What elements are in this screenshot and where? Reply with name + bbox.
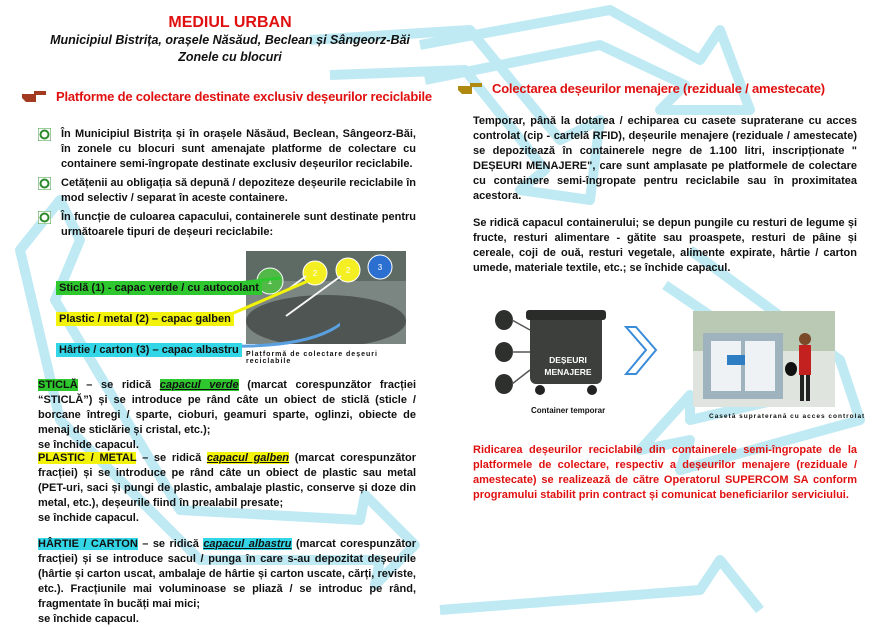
- bin-label-line-1: DEȘEURI: [549, 355, 587, 365]
- photo-number-3: 3: [377, 263, 383, 272]
- container-caption: Container temporar: [531, 406, 606, 415]
- bullet-text: În Municipiul Bistrița și în orașele Năsăud, Beclean, Sângeorz-Băi, în zonele cu blocuri sunt amenajate platforme de colectare cu containere semi-îngropate destinate exclusiv deșeurilor reciclabile.: [61, 128, 416, 170]
- bullet-text: Cetățenii au obligația să depună / depoziteze deșeurile reciclabile în mod selectiv / separat în aceste containere.: [61, 177, 416, 204]
- paper-text-c: se închide capacul.: [38, 613, 139, 625]
- paper-label-text: Hârtie / carton (3) – capac albastru: [56, 343, 242, 357]
- right-heading-text: Colectarea deșeurilor menajere (reziduale / amestecate): [492, 80, 825, 96]
- list-item: [38, 176, 416, 206]
- glass-paragraph: [38, 378, 416, 453]
- list-item: [38, 210, 416, 240]
- paper-label: [56, 340, 242, 358]
- page-subtitle: [40, 32, 420, 66]
- plastic-label: [56, 309, 234, 327]
- glass-text-a: – se ridică: [77, 379, 160, 391]
- subtitle-line-2: Zonele cu blocuri: [178, 50, 282, 64]
- plastic-text-a: – se ridică: [136, 452, 207, 464]
- glass-label-text: Sticlă (1) - capac verde / cu autocolant: [56, 281, 262, 295]
- plastic-text-b: (marcat corespunzător fracției) și se introduce pe rând câte un obiect de plastic sau metal (PET-uri, saci și pungi de plastic, ambalaje plastic, conserve și doze din metal, etc.), deșeurile fiind în prealabil presate;: [38, 452, 416, 509]
- left-bullets: [38, 127, 416, 240]
- glass-term: STICLĂ: [38, 379, 78, 391]
- left-heading-text: Platforme de colectare destinate exclusiv deșeurilor reciclabile: [56, 88, 432, 104]
- recycle-icon: [38, 211, 51, 224]
- recycle-icon: [38, 128, 51, 141]
- plastic-label-text: Plastic / metal (2) – capac galben: [56, 312, 234, 326]
- paper-text-a: – se ridică: [137, 538, 204, 550]
- chevron-right-icon: [622, 323, 662, 378]
- glass-lid-term: capacul verde: [159, 379, 239, 391]
- pointing-hand-icon: [456, 78, 484, 98]
- right-section-heading: [456, 78, 856, 98]
- plastic-paragraph: [38, 451, 416, 526]
- operator-notice: Ridicarea deșeurilor reciclabile din containerele semi-îngropate de la platformele de colectare, respectiv a deșeurilor menajere (reziduale / amestecate) se realizează de către Operatorul SUPERCOM SA conform programului stabilit prin contract și comunicat beneficiarilor serviciului.: [473, 444, 857, 501]
- subtitle-line-1: Municipiul Bistrița, orașele Năsăud, Beclean și Sângeorz-Băi: [50, 33, 410, 47]
- photo-number-1: 1: [267, 277, 273, 286]
- left-section-heading: [20, 86, 440, 106]
- page-title: MEDIUL URBAN: [168, 14, 292, 31]
- glass-text-c: se închide capacul.: [38, 439, 139, 451]
- plastic-lid-term: capacul galben: [206, 452, 290, 464]
- list-item: [38, 127, 416, 172]
- kiosk-illustration: [693, 311, 835, 407]
- bin-label-line-2: MENAJERE: [544, 367, 592, 377]
- paper-paragraph: [38, 537, 416, 627]
- glass-label: [56, 278, 262, 296]
- container-illustration: [490, 300, 620, 400]
- paper-term: HÂRTIE / CARTON: [38, 538, 138, 550]
- glass-text-b: (marcat corespunzător fracției “STICLĂ”) și se introduce pe rând câte un obiect de sticlă (sticle / borcane întregi / sparte, cioburi, geamuri sparte, oglinzi, obiecte de menaj de sticlărie și cristal, etc.);: [38, 379, 416, 436]
- platform-photo-caption: Platformă de colectare deșeuri reciclabile: [246, 351, 378, 365]
- photo-number-2b: 2: [345, 266, 351, 275]
- bullet-text: În funcție de culoarea capacului, containerele sunt destinate pentru următoarele tipuri de deșeuri reciclabile:: [61, 211, 416, 238]
- plastic-text-c: se închide capacul.: [38, 512, 139, 524]
- kiosk-photo: [693, 311, 835, 407]
- photo-number-2a: 2: [312, 269, 318, 278]
- kiosk-caption: Casetă supraterană cu acces controlat: [709, 413, 866, 420]
- right-paragraph-2: Se ridică capacul containerului; se depun pungile cu resturi de legume și fructe, resturi alimentare - gătite sau proaspete, resturi de pâine și cereale, coji de ouă, resturi vegetale, alimente expirate, hârtie / carton umede, materiale textile, etc.; se închide capacul.: [473, 217, 857, 274]
- pointing-hand-icon: [20, 86, 48, 106]
- plastic-term: PLASTIC / METAL: [38, 452, 137, 464]
- right-paragraph-1: Temporar, până la dotarea / echiparea cu casete supraterane cu acces controlat (cip - cartelă RFID), deșeurile menajere (reziduale / amestecate) se depozitează în containerele negre de 1.100 litri, inscripționate " DEȘEURI MENAJERE", care sunt amplasate pe platformele de colectare cu containere semi-îngropate pentru reciclabile sau în proximitatea acestora.: [473, 115, 857, 202]
- paper-lid-term: capacul albastru: [203, 538, 292, 550]
- bin-label: [538, 354, 598, 378]
- paper-text-b: (marcat corespunzător fracției) și se introduce sacul / punga în care s-au depozitat deșeurile (hârtie și carton uscat, ambalaje de hârtie și carton uscate, cărți, reviste, etc.). Fracțiunile mai voluminoase se pliază / se introduc pe rând, fragmentate în bucăți mai mici;: [38, 538, 416, 610]
- recycle-icon: [38, 177, 51, 190]
